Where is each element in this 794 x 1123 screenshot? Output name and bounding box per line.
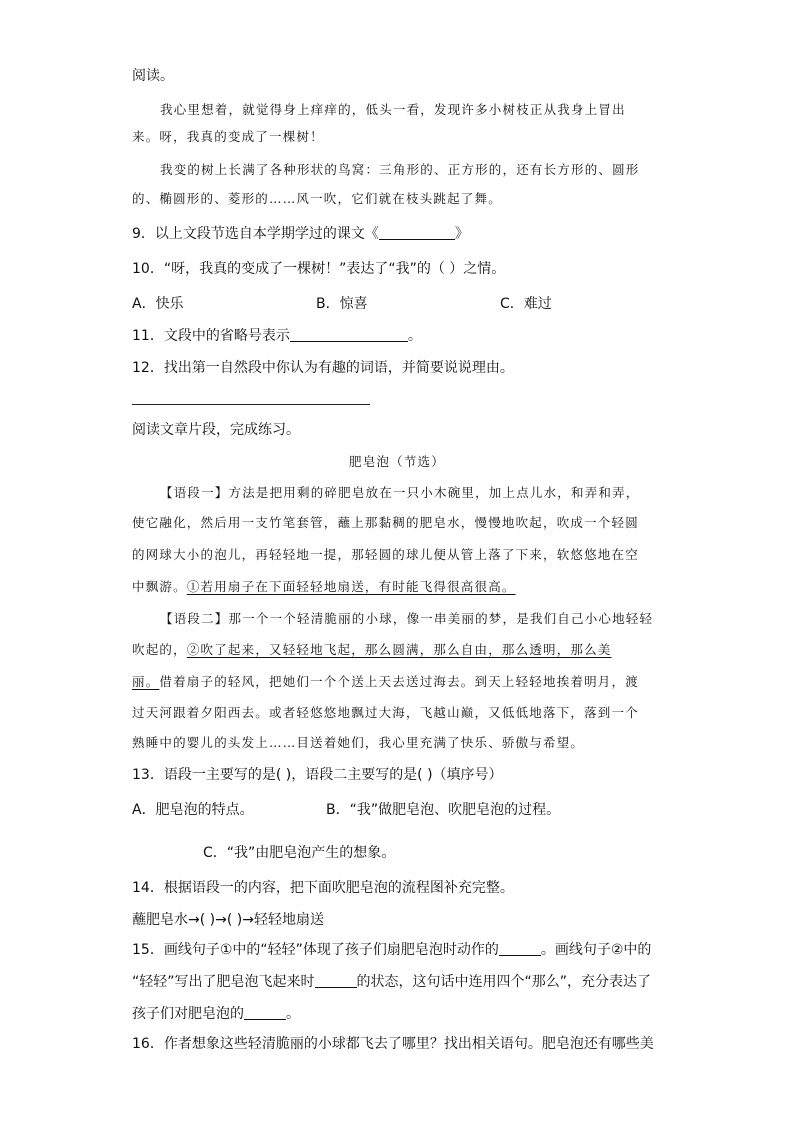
- passage-title: 肥皂泡（节选）: [349, 454, 445, 469]
- question-15-text: 。画线句子②中的: [540, 942, 652, 958]
- passage1-line: 的、椭圆形的、菱形的……风一吹，它们就在枝头跳起了舞。: [132, 191, 502, 206]
- answer-blank[interactable]: [379, 225, 455, 240]
- question-15-line: [132, 1004, 300, 1024]
- question-14: 14．根据语段一的内容，把下面吹肥皂泡的流程图补充完整。: [132, 880, 514, 896]
- question-15-line: [132, 972, 651, 992]
- question-15-text: 15．画线句子①中的“轻轻”体现了孩子们扇肥皂泡时动作的: [132, 942, 499, 958]
- option-a[interactable]: A．快乐: [132, 296, 184, 312]
- section1-text: 中飘游。: [132, 579, 187, 594]
- section1-line: 【语段一】方法是把用剩的碎肥皂放在一只小木碗里，加上点儿水，和弄和弄，: [160, 485, 640, 500]
- flowchart: 蘸肥皂水→( )→( )→轻轻地扇送: [132, 912, 324, 928]
- section2-line: [132, 640, 612, 660]
- question-15-text: 的状态，这句话中连用四个“那么”，充分表达了: [356, 974, 652, 990]
- question-15-text: 。: [286, 1006, 300, 1022]
- section2-text: 吹起的，: [132, 642, 187, 657]
- answer-line[interactable]: [132, 404, 370, 405]
- option-c[interactable]: C．“我”由肥皂泡产生的想象。: [203, 845, 396, 861]
- question-9: [132, 224, 469, 244]
- question-11-end: 。: [407, 328, 422, 344]
- question-11-text: 11．文段中的省略号表示: [132, 328, 290, 344]
- passage1-line: 我变的树上长满了各种形状的鸟窝：三角形的、正方形的，还有长方形的、圆形: [160, 162, 640, 177]
- question-12: 12．找出第一自然段中你认为有趣的词语，并简要说说理由。: [132, 360, 514, 376]
- underlined-sentence-2-end: 丽。: [132, 674, 160, 689]
- section2-line: [132, 672, 639, 692]
- underlined-sentence-1: ①若用扇子在下面轻轻地扇送，有时能飞得很高很高。: [186, 579, 516, 594]
- option-b[interactable]: B．“我”做肥皂泡、吹肥皂泡的过程。: [326, 802, 561, 818]
- passage1-line: 我心里想着，就觉得身上痒痒的，低头一看，发现许多小树枝正从我身上冒出: [160, 102, 626, 117]
- answer-blank[interactable]: [315, 973, 357, 988]
- section1-line: 使它融化，然后用一支竹笔套管，蘸上那黏稠的肥皂水，慢慢地吹起，吹成一个轻圆: [132, 515, 639, 530]
- underlined-sentence-2: ②吹了起来，又轻轻地飞起，那么圆满，那么自由，那么透明，那么美: [186, 642, 612, 657]
- section2-line: 【语段二】那一个一个轻清脆丽的小球，像一串美丽的梦，是我们自己小心地轻轻: [160, 611, 654, 626]
- section1-line: 的网球大小的泡儿，再轻轻地一提，那轻圆的球儿便从管上落了下来，软悠悠地在空: [132, 547, 639, 562]
- section2-line: 熟睡中的婴儿的头发上……目送着她们，我心里充满了快乐、骄傲与希望。: [132, 735, 585, 750]
- option-b[interactable]: B．惊喜: [316, 296, 368, 312]
- answer-blank[interactable]: [290, 327, 408, 342]
- question-9-text: 9．以上文段节选自本学期学过的课文《: [132, 226, 379, 242]
- section2-line: 过天河跟着夕阳西去。或者轻悠悠地飘过大海，飞越山巅，又低低地落下，落到一个: [132, 705, 639, 720]
- question-15-line: [132, 940, 651, 960]
- question-15-text: 孩子们对肥皂泡的: [132, 1006, 244, 1022]
- question-10: 10．“呀，我真的变成了一棵树！”表达了“我”的（ ）之情。: [132, 261, 506, 277]
- option-a[interactable]: A．肥皂泡的特点。: [132, 802, 254, 818]
- section2-text: 借着扇子的轻风，把她们一个个送上天去送过海去。到天上轻轻地挨着明月，渡: [159, 674, 639, 689]
- reading2-heading: 阅读文章片段，完成练习。: [132, 422, 300, 438]
- reading-heading: 阅读。: [132, 68, 174, 84]
- question-15-text: “轻轻”写出了肥皂泡飞起来时: [132, 974, 315, 990]
- question-9-close: 》: [454, 226, 469, 242]
- question-13: 13．语段一主要写的是( )，语段二主要写的是( )（填序号）: [132, 767, 503, 783]
- question-16: 16．作者想象这些轻清脆丽的小球都飞去了哪里？找出相关语句。肥皂泡还有哪些美: [132, 1036, 654, 1052]
- option-c[interactable]: C．难过: [500, 296, 552, 312]
- answer-blank[interactable]: [499, 941, 541, 956]
- question-11: [132, 326, 422, 346]
- answer-blank[interactable]: [244, 1005, 286, 1020]
- passage1-line: 来。呀，我真的变成了一棵树！: [132, 129, 324, 144]
- section1-line: [132, 577, 516, 597]
